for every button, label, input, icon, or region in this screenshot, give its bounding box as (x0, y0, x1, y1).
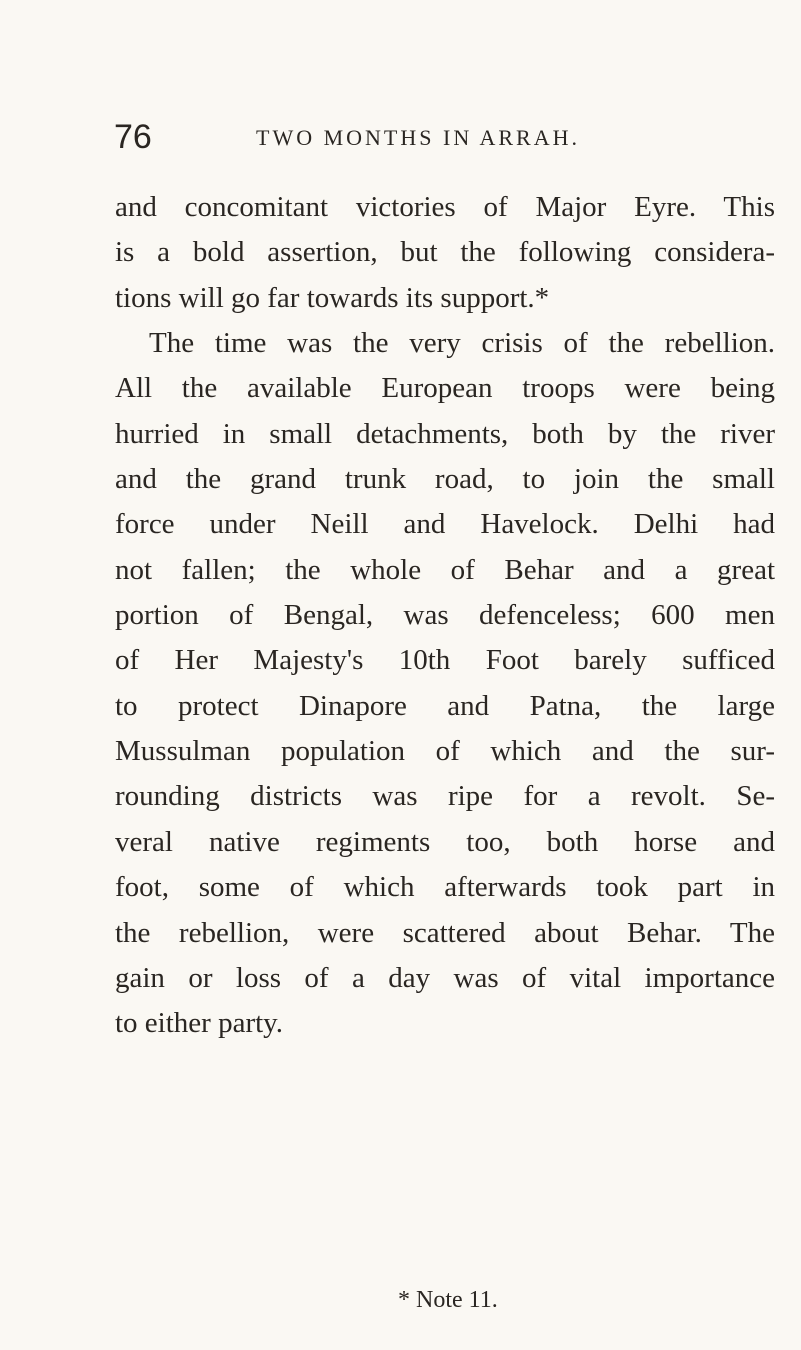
text-line: Mussulman population of which and the sur- (115, 735, 775, 768)
text-line: foot, some of which afterwards took part in (115, 871, 775, 904)
text-line: the rebellion, were scattered about Behar. The (115, 916, 775, 949)
text-line: is a bold assertion, but the following considera- (115, 236, 775, 269)
text-line: to either party. (115, 1007, 284, 1040)
text-line: hurried in small detachments, both by the river (115, 417, 775, 450)
text-line: veral native regiments too, both horse and (115, 825, 775, 858)
text-line: All the available European troops were being (115, 372, 775, 405)
text-line: and concomitant victories of Major Eyre. This (115, 191, 775, 223)
footnote: * Note 11. (398, 1287, 498, 1313)
text-line: not fallen; the whole of Behar and a great (115, 553, 775, 586)
text-line: The time was the very crisis of the rebellion. (149, 327, 775, 360)
text-line: portion of Bengal, was defenceless; 600 men (115, 599, 775, 632)
text-line: tions will go far towards its support.* (115, 281, 550, 314)
text-line: to protect Dinapore and Patna, the large (115, 689, 775, 722)
page-number: 76 (114, 118, 152, 156)
running-title: TWO MONTHS IN ARRAH. (256, 125, 580, 150)
text-line: of Her Majesty's 10th Foot barely sufficed (115, 644, 775, 677)
text-line: gain or loss of a day was of vital importance (115, 961, 775, 994)
body-text (115, 185, 775, 1047)
text-line: and the grand trunk road, to join the small (115, 463, 775, 496)
text-line: force under Neill and Havelock. Delhi had (115, 508, 775, 541)
text-line: rounding districts was ripe for a revolt. Se- (115, 780, 775, 813)
